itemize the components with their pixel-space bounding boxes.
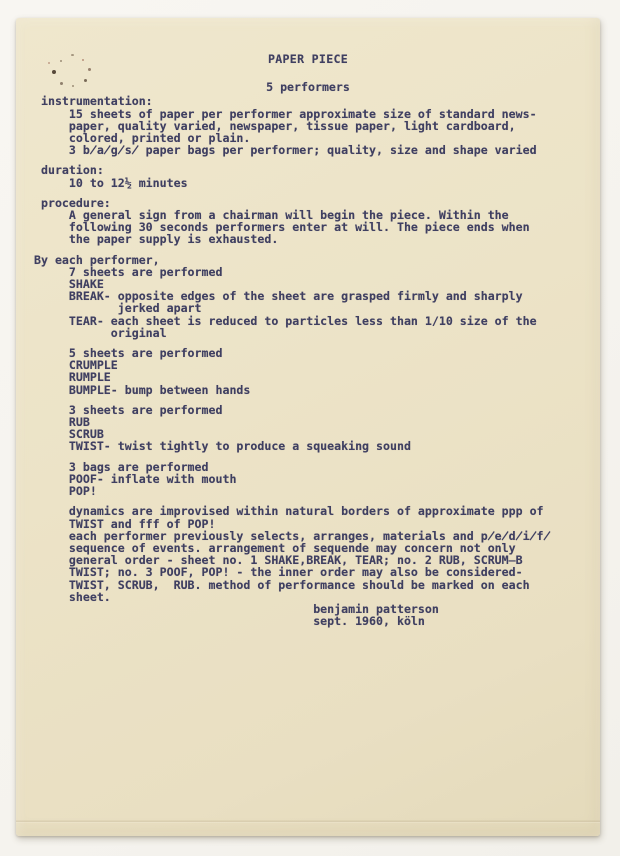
stamp-mark <box>30 32 100 92</box>
typed-line: procedure: <box>34 195 111 210</box>
typed-line: A general sign from a chairman will begin the piece. Within the <box>34 208 509 223</box>
typed-line: 3 sheets are performed <box>34 402 223 417</box>
typed-line: jerked apart <box>34 301 202 316</box>
typed-line: TWIST; no. 3 POOF, POP! - the inner order may also be considered- <box>34 565 523 580</box>
typed-line: CRUMPLE <box>34 358 118 373</box>
typed-line: instrumentation: <box>34 94 153 109</box>
typed-line: POP! <box>34 484 97 499</box>
typed-line: following 30 seconds performers enter at will. The piece ends when <box>34 220 530 235</box>
typed-line: each performer previously selects, arranges, materials and p̸e̸d̸i̸f̸ <box>34 528 551 543</box>
typed-line: sequence of events. arrangement of sequende may concern not only <box>34 540 516 555</box>
typed-line: TEAR- each sheet is reduced to particles less than 1/10 size of the <box>34 313 537 328</box>
typed-line <box>34 156 594 164</box>
typed-line: RUMPLE <box>34 370 111 385</box>
typed-line <box>34 189 594 197</box>
typed-line: original <box>34 325 167 340</box>
typed-line: SHAKE <box>34 277 104 292</box>
typed-line: sheet. <box>34 589 111 604</box>
typed-line: 3 b̸a̸g̸s̸ paper bags per performer; quality, size and shape varied <box>34 143 537 158</box>
typed-line: duration: <box>34 163 104 178</box>
typed-line: POOF- inflate with mouth <box>34 471 237 486</box>
typed-line: dynamics are improvised within natural borders of approximate ppp of <box>34 504 544 519</box>
typed-line: TWIST- twist tightly to produce a squeaking sound <box>34 439 411 454</box>
typed-line: SCRUB <box>34 427 104 442</box>
typed-line: By each performer, <box>34 252 160 267</box>
typed-line: 3 bags are performed <box>34 459 209 474</box>
typed-line: 5 sheets are performed <box>34 346 223 361</box>
typed-line: BREAK- opposite edges of the sheet are grasped firmly and sharply <box>34 289 523 304</box>
typed-line: TWIST and fff of POP! <box>34 516 216 531</box>
typed-line: RUB <box>34 415 90 430</box>
paper-crease <box>16 820 600 823</box>
typed-line: paper, quality varied, newspaper, tissue paper, light cardboard, <box>34 118 516 133</box>
page-subtitle: 5 performers <box>266 80 350 95</box>
typed-line: general order - sheet no. 1 SHAKE,BREAK, TEAR; no. 2 RUB, SCRUM̶B <box>34 553 523 568</box>
typed-line: 10 to 12½ minutes <box>34 175 188 190</box>
page-title: PAPER PIECE <box>267 52 349 66</box>
paper-sheet <box>16 18 600 836</box>
typed-line: sept. 1960, köln <box>34 614 425 629</box>
typed-line: TWIST, SCRUB, RUB. method of performance should be marked on each <box>34 577 530 592</box>
typed-line: the paper supply is exhausted. <box>34 232 279 247</box>
typed-body <box>16 95 600 627</box>
typed-line: colored, printed or plain. <box>34 131 251 146</box>
typed-line: 7 sheets are performed <box>34 264 223 279</box>
typed-line: BUMPLE- bump between hands <box>34 382 251 397</box>
typed-line: benjamin patterson <box>34 601 439 616</box>
typed-line: 15 sheets of paper per performer approximate size of standard news- <box>34 106 537 121</box>
